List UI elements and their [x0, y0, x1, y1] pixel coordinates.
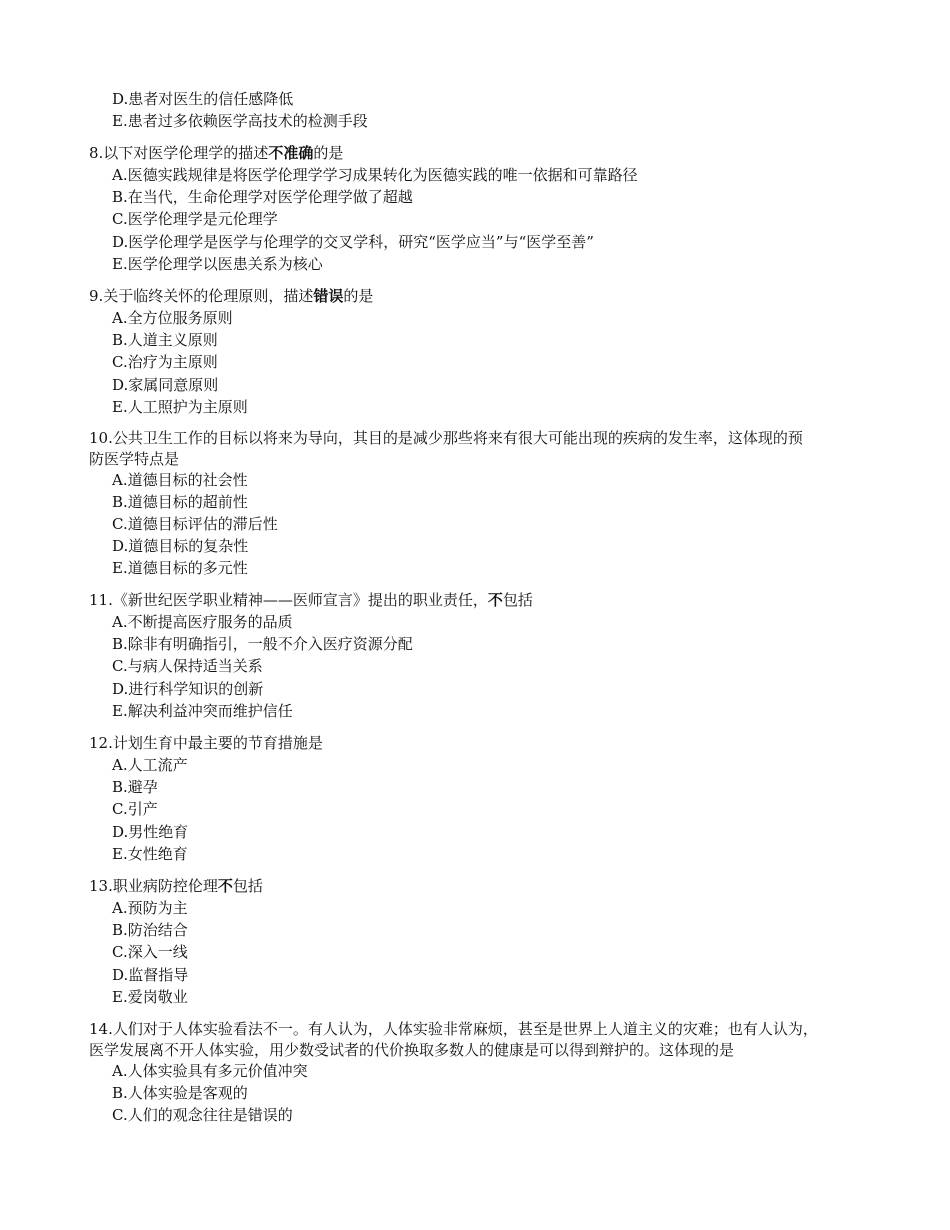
stem-text: 13.职业病防控伦理	[89, 877, 218, 895]
stem-emphasis: 不	[217, 877, 233, 895]
question-10-option-d: D.道德目标的复杂性	[112, 537, 249, 555]
question-12-option-c: C.引产	[112, 800, 158, 818]
stem-text: 的是	[343, 287, 374, 305]
question-10-option-c: C.道德目标评估的滞后性	[112, 515, 278, 533]
question-13-option-b: B.防治结合	[112, 921, 188, 939]
question-8-option-a: A.医德实践规律是将医学伦理学学习成果转化为医德实践的唯一依据和可靠路径	[112, 166, 638, 184]
question-10-option-b: B.道德目标的超前性	[112, 493, 248, 511]
question-13-option-c: C.深入一线	[112, 943, 188, 961]
stem-text: 包括	[232, 877, 263, 895]
question-9-option-e: E.人工照护为主原则	[112, 398, 248, 416]
question-12-option-d: D.男性绝育	[112, 823, 189, 841]
stem-emphasis: 错误	[313, 287, 344, 305]
question-11-stem	[89, 590, 533, 610]
question-12-option-a: A.人工流产	[112, 756, 188, 774]
question-13-option-e: E.爱岗敬业	[112, 988, 188, 1006]
question-10-stem-line-2: 防医学特点是	[89, 450, 180, 468]
option-d-prev: D.患者对医生的信任感降低	[112, 90, 294, 108]
question-13-option-d: D.监督指导	[112, 966, 189, 984]
question-10-option-e: E.道德目标的多元性	[112, 559, 248, 577]
question-13-option-a: A.预防为主	[112, 899, 188, 917]
stem-emphasis: 不	[487, 591, 503, 609]
stem-emphasis: 不准确	[268, 144, 314, 162]
option-e-prev: E.患者过多依赖医学高技术的检测手段	[112, 112, 368, 130]
question-14-stem-line-1: 14.人们对于人体实验看法不一。有人认为，人体实验非常麻烦，甚至是世界上人道主义的灾难；也有人认为，	[89, 1020, 818, 1038]
stem-text: 包括	[502, 591, 533, 609]
question-8-stem	[89, 143, 343, 163]
question-8-option-b: B.在当代，生命伦理学对医学伦理学做了超越	[112, 188, 413, 206]
question-8-option-c: C.医学伦理学是元伦理学	[112, 210, 278, 228]
question-14-option-b: B.人体实验是客观的	[112, 1084, 248, 1102]
question-14-option-a: A.人体实验具有多元价值冲突	[112, 1062, 308, 1080]
question-9-option-c: C.治疗为主原则	[112, 353, 218, 371]
question-11-option-b: B.除非有明确指引，一般不介入医疗资源分配	[112, 635, 413, 653]
question-11-option-c: C.与病人保持适当关系	[112, 657, 263, 675]
question-8-option-e: E.医学伦理学以医患关系为核心	[112, 255, 323, 273]
question-13-stem	[89, 876, 263, 896]
question-9-stem	[89, 286, 373, 306]
question-14-stem-line-2: 医学发展离不开人体实验，用少数受试者的代价换取多数人的健康是可以得到辩护的。这体现的是	[89, 1041, 735, 1059]
question-10-option-a: A.道德目标的社会性	[112, 471, 248, 489]
question-12-option-e: E.女性绝育	[112, 845, 188, 863]
stem-text: 8.以下对医学伦理学的描述	[89, 144, 269, 162]
stem-text: 11.《新世纪医学职业精神——医师宣言》提出的职业责任，	[89, 591, 488, 609]
stem-text: 的是	[313, 144, 344, 162]
question-9-option-d: D.家属同意原则	[112, 376, 219, 394]
question-14-option-c: C.人们的观念往往是错误的	[112, 1106, 293, 1124]
question-9-option-a: A.全方位服务原则	[112, 309, 233, 327]
question-10-stem-line-1: 10.公共卫生工作的目标以将来为导向，其目的是减少那些将来有很大可能出现的疾病的发生率，这体现的预	[89, 429, 803, 447]
question-8-option-d: D.医学伦理学是医学与伦理学的交叉学科，研究“医学应当”与“医学至善”	[112, 233, 594, 251]
question-11-option-e: E.解决利益冲突而维护信任	[112, 702, 293, 720]
question-12-option-b: B.避孕	[112, 778, 158, 796]
question-9-option-b: B.人道主义原则	[112, 331, 218, 349]
question-11-option-d: D.进行科学知识的创新	[112, 680, 264, 698]
question-12-stem: 12.计划生育中最主要的节育措施是	[89, 734, 323, 752]
stem-text: 9.关于临终关怀的伦理原则，描述	[89, 287, 314, 305]
question-11-option-a: A.不断提高医疗服务的品质	[112, 613, 293, 631]
